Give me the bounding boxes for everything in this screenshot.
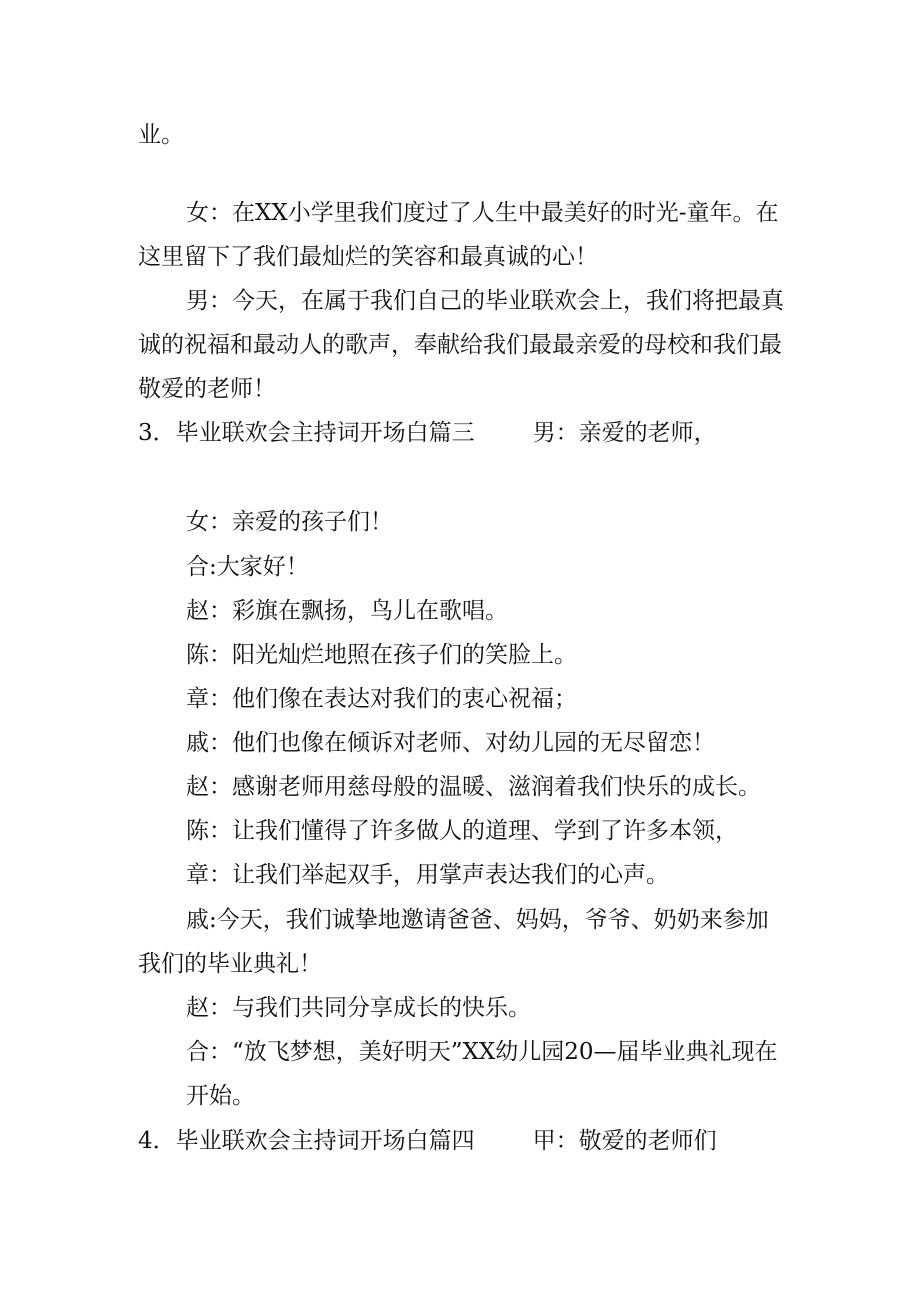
section-heading-3 <box>138 411 717 455</box>
paragraph-line: 诚的祝福和最动人的歌声，奉献给我们最最亲爱的母校和我们最 <box>138 332 782 358</box>
section-heading-title: 3．毕业联欢会主持词开场白篇三 <box>138 420 475 446</box>
paragraph-line: 敬爱的老师！ <box>138 376 276 402</box>
section-heading-first-line: 甲：敬爱的老师们 <box>532 1128 717 1154</box>
section-heading-title: 4．毕业联欢会主持词开场白篇四 <box>138 1128 475 1154</box>
paragraph-line: 女：亲爱的孩子们！ <box>186 509 393 535</box>
paragraph-line: 男：今天，在属于我们自己的毕业联欢会上，我们将把最真 <box>186 288 784 314</box>
paragraph-line: 章：他们像在表达对我们的衷心祝福； <box>186 686 577 712</box>
paragraph-line: 戚：他们也像在倾诉对老师、对幼儿园的无尽留恋！ <box>186 730 715 756</box>
paragraph-line: 陈：让我们懂得了许多做人的道理、学到了许多本领， <box>186 818 738 844</box>
paragraph-line: 章：让我们举起双手，用掌声表达我们的心声。 <box>186 862 669 888</box>
paragraph-line: 赵：与我们共同分享成长的快乐。 <box>186 995 531 1021</box>
paragraph-line: 开始。 <box>186 1083 255 1109</box>
paragraph-line: 戚:今天，我们诚挚地邀请爸爸、妈妈，爷爷、奶奶来参加 <box>186 907 769 933</box>
paragraph-line: 赵：彩旗在飘扬，鸟儿在歌唱。 <box>186 598 508 624</box>
paragraph-line: 赵：感谢老师用慈母般的温暖、滋润着我们快乐的成长。 <box>186 774 761 800</box>
paragraph-line: 女：在XX小学里我们度过了人生中最美好的时光-童年。在 <box>186 200 779 226</box>
section-heading-4 <box>138 1119 717 1163</box>
paragraph-line: 我们的毕业典礼！ <box>138 951 322 977</box>
paragraph-line: 陈：阳光灿烂地照在孩子们的笑脸上。 <box>186 642 577 668</box>
paragraph-line: 业。 <box>138 122 184 148</box>
section-heading-first-line: 男：亲爱的老师， <box>532 420 717 446</box>
paragraph-line: 这里留下了我们最灿烂的笑容和最真诚的心！ <box>138 244 598 270</box>
paragraph-line: 合:大家好！ <box>186 554 309 580</box>
paragraph-line: 合：“放飞梦想，美好明天”XX幼儿园20—届毕业典礼现在 <box>186 1039 778 1065</box>
